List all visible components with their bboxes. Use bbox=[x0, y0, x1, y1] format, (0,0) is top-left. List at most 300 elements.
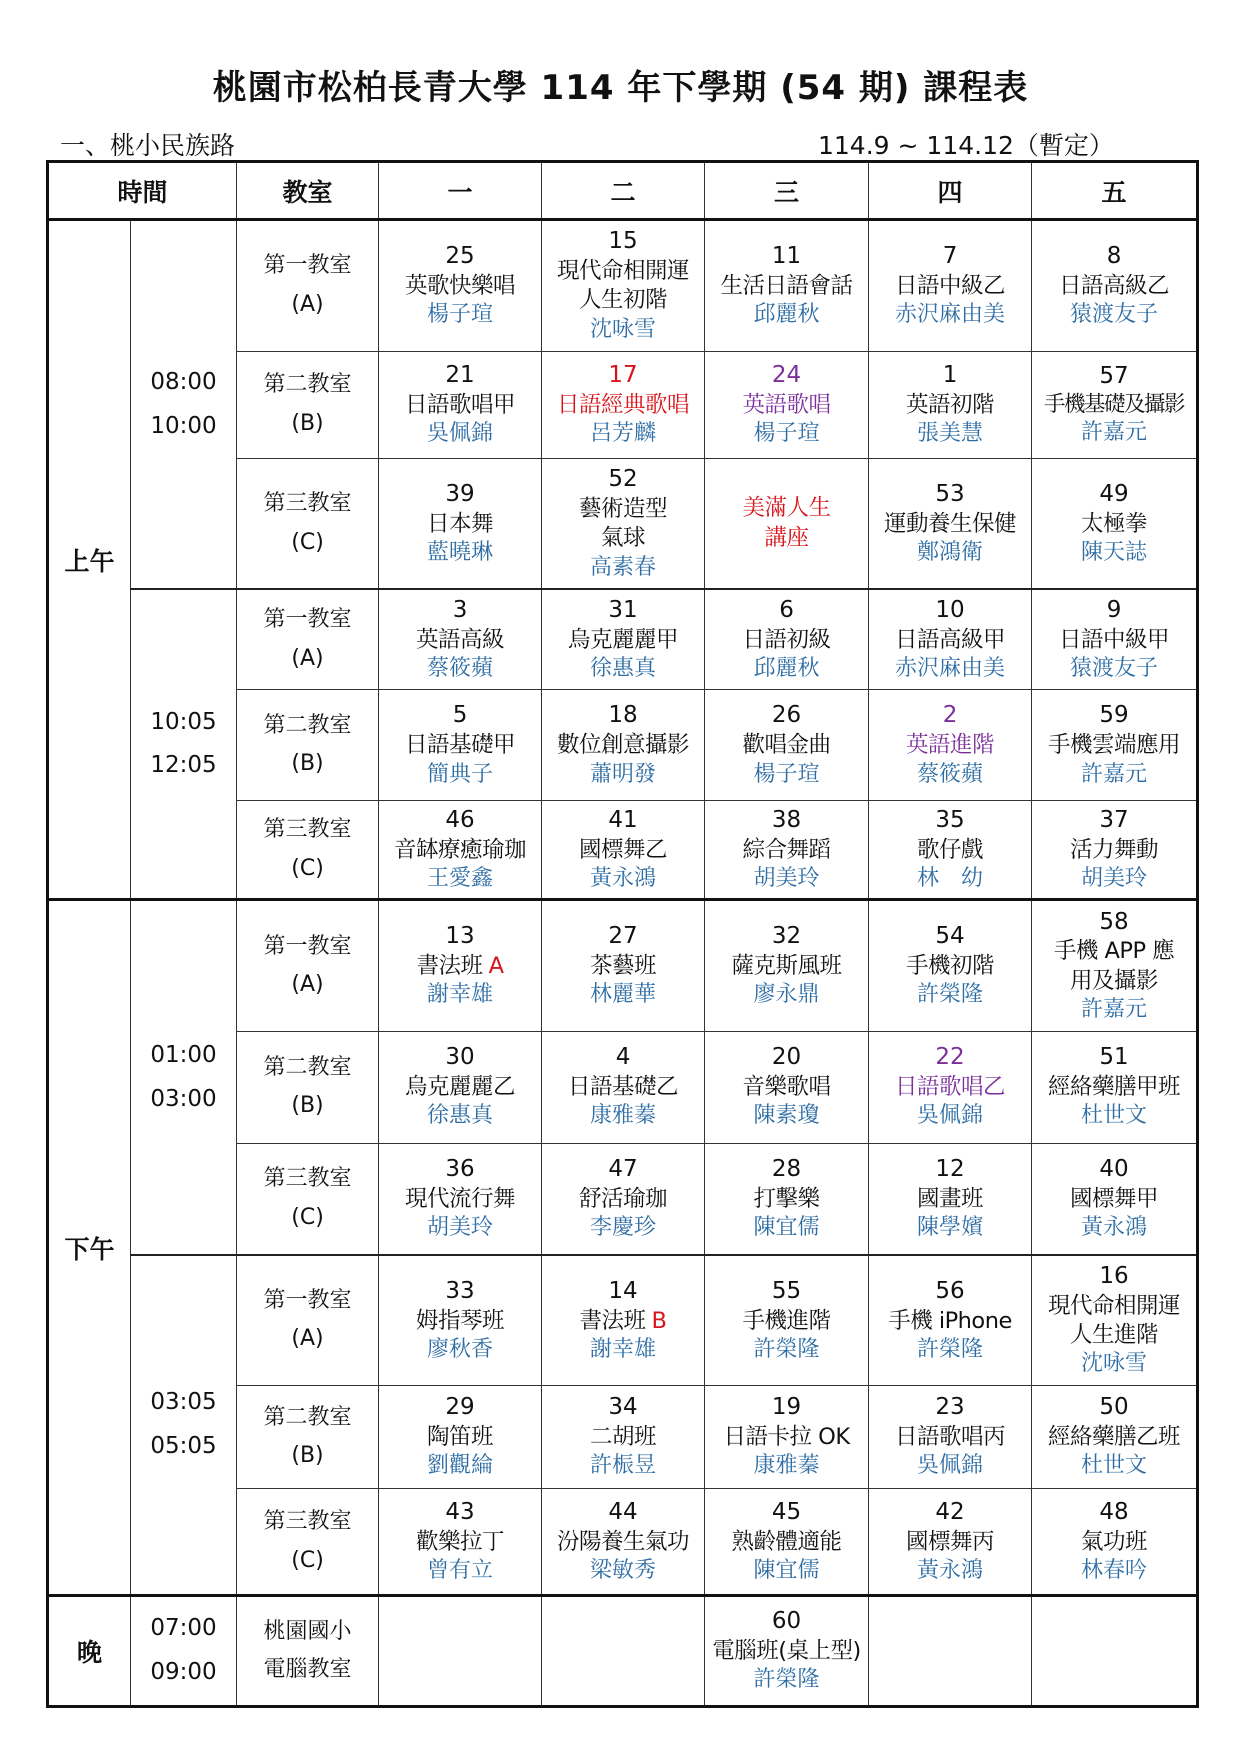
course-cell bbox=[1032, 589, 1198, 690]
course-cell bbox=[705, 458, 869, 589]
course-teacher: 陳學嬪 bbox=[917, 1214, 984, 1240]
room-cell bbox=[237, 1386, 379, 1489]
course-name-text: 日語中級乙 bbox=[895, 272, 1006, 299]
period-label-morning: 上午 bbox=[48, 220, 131, 900]
course-name-text: 歌仔戲 bbox=[917, 836, 984, 863]
room-cell bbox=[237, 1255, 379, 1386]
course-name-text: 打擊樂 bbox=[753, 1185, 820, 1212]
course-name bbox=[917, 836, 983, 865]
course-name bbox=[1059, 626, 1169, 655]
course-name bbox=[732, 952, 842, 981]
course-name bbox=[590, 952, 656, 981]
course-number: 37 bbox=[1099, 806, 1129, 833]
course-name-line2: 講座 bbox=[764, 524, 809, 551]
course-name bbox=[580, 1307, 667, 1336]
room-code: (A) bbox=[291, 645, 324, 671]
room-name: 第三教室 bbox=[263, 817, 352, 843]
course-teacher: 劉觀綸 bbox=[427, 1453, 494, 1479]
course-number: 53 bbox=[935, 480, 965, 507]
course-name bbox=[895, 626, 1005, 655]
course-number: 48 bbox=[1099, 1498, 1129, 1525]
course-number: 16 bbox=[1099, 1263, 1129, 1289]
course-cell bbox=[1032, 900, 1198, 1032]
room-code: (C) bbox=[291, 1204, 324, 1230]
course-teacher: 許榮隆 bbox=[753, 1336, 820, 1362]
course-name-text: 歡唱金曲 bbox=[742, 732, 831, 759]
course-name bbox=[394, 836, 526, 865]
course-number: 11 bbox=[771, 242, 802, 269]
course-cell bbox=[1032, 801, 1198, 900]
course-cell bbox=[542, 1255, 705, 1386]
course-cell bbox=[705, 1031, 869, 1143]
course-number: 59 bbox=[1099, 702, 1129, 729]
course-number: 22 bbox=[935, 1044, 965, 1071]
course-teacher: 邱麗秋 bbox=[753, 302, 820, 328]
course-cell bbox=[1032, 1489, 1198, 1596]
course-teacher: 廖永鼎 bbox=[753, 982, 820, 1008]
course-teacher: 猿渡友子 bbox=[1070, 656, 1159, 682]
course-name-text: 英語進階 bbox=[906, 732, 995, 759]
course-cell bbox=[379, 1031, 542, 1143]
room-code: (B) bbox=[291, 751, 324, 777]
course-teacher: 林 幼 bbox=[917, 865, 984, 891]
course-name-text: 烏克麗麗乙 bbox=[405, 1074, 516, 1101]
course-cell bbox=[542, 1596, 705, 1707]
course-number: 51 bbox=[1099, 1044, 1129, 1071]
course-teacher: 許榮隆 bbox=[917, 982, 984, 1008]
course-name-text: 舒活瑜珈 bbox=[579, 1185, 668, 1212]
course-name-text: 數位創意攝影 bbox=[557, 732, 690, 759]
course-name-text: 茶藝班 bbox=[590, 953, 657, 980]
course-cell bbox=[705, 1386, 869, 1489]
course-name bbox=[743, 1073, 831, 1102]
course-name bbox=[579, 495, 667, 524]
course-teacher: 謝幸雄 bbox=[427, 982, 494, 1008]
course-cell bbox=[542, 1031, 705, 1143]
course-teacher: 王愛鑫 bbox=[427, 865, 494, 891]
room-name: 第一教室 bbox=[263, 1287, 352, 1313]
course-name bbox=[416, 1307, 504, 1336]
course-name-text: 英語初階 bbox=[906, 391, 995, 418]
course-name-text: 音樂歌唱 bbox=[742, 1074, 831, 1101]
time-end: 12:05 bbox=[150, 752, 217, 779]
course-name-text: 藝術造型 bbox=[579, 496, 668, 522]
course-number: 2 bbox=[942, 702, 958, 729]
course-name-text: 日語歌唱丙 bbox=[895, 1424, 1006, 1451]
course-number: 9 bbox=[1106, 597, 1122, 624]
time-slot bbox=[131, 220, 237, 590]
course-section-tag: B bbox=[651, 1307, 667, 1334]
course-teacher: 藍曉琳 bbox=[427, 539, 494, 565]
course-name bbox=[895, 1073, 1005, 1102]
course-number: 60 bbox=[771, 1608, 802, 1635]
course-number: 54 bbox=[935, 923, 965, 950]
course-teacher: 胡美玲 bbox=[1081, 865, 1148, 891]
course-cell bbox=[379, 589, 542, 690]
course-number: 17 bbox=[608, 361, 638, 388]
table-row bbox=[48, 900, 1198, 1032]
course-name bbox=[1070, 836, 1158, 865]
course-teacher: 陳宜儒 bbox=[753, 1557, 820, 1583]
course-name bbox=[1081, 510, 1147, 539]
course-name bbox=[427, 510, 493, 539]
course-name bbox=[557, 1528, 689, 1557]
course-cell bbox=[705, 1255, 869, 1386]
course-cell bbox=[1032, 220, 1198, 352]
course-name bbox=[405, 272, 515, 301]
course-name-text: 日語卡拉 OK bbox=[723, 1424, 850, 1451]
course-cell bbox=[542, 220, 705, 352]
location-label: 一、桃小民族路 bbox=[60, 131, 236, 160]
course-teacher: 許嘉元 bbox=[1081, 420, 1148, 446]
course-name bbox=[743, 731, 831, 760]
course-teacher: 陳宜儒 bbox=[753, 1214, 820, 1240]
course-number: 45 bbox=[771, 1498, 802, 1525]
course-name-text: 音缽療癒瑜珈 bbox=[394, 836, 527, 863]
course-cell bbox=[705, 589, 869, 690]
course-teacher: 沈咏雪 bbox=[590, 316, 657, 342]
course-name bbox=[895, 272, 1005, 301]
course-number: 46 bbox=[445, 806, 475, 833]
course-name-text: 日語基礎乙 bbox=[568, 1074, 679, 1101]
course-name-text: 日語歌唱乙 bbox=[895, 1074, 1006, 1101]
column-header-tuesday: 二 bbox=[542, 162, 705, 220]
course-teacher: 胡美玲 bbox=[427, 1214, 494, 1240]
course-name bbox=[1044, 391, 1184, 419]
course-teacher: 鄭鴻衛 bbox=[917, 539, 984, 565]
course-name bbox=[895, 1423, 1005, 1452]
course-name bbox=[1048, 731, 1180, 760]
room-name: 第二教室 bbox=[263, 1404, 352, 1430]
course-name-text: 英歌快樂唱 bbox=[405, 272, 516, 299]
course-number: 25 bbox=[445, 242, 475, 269]
course-teacher: 李慶珍 bbox=[590, 1214, 657, 1240]
course-cell bbox=[705, 220, 869, 352]
course-cell bbox=[869, 458, 1032, 589]
course-cell bbox=[705, 1596, 869, 1707]
course-teacher: 蕭明發 bbox=[590, 761, 657, 787]
course-number: 30 bbox=[445, 1044, 475, 1071]
room-name: 第二教室 bbox=[263, 712, 352, 738]
course-number: 6 bbox=[779, 597, 794, 624]
course-name bbox=[888, 1307, 1012, 1336]
course-name bbox=[917, 1185, 983, 1214]
course-teacher: 徐惠真 bbox=[427, 1103, 494, 1129]
course-cell bbox=[542, 801, 705, 900]
course-name bbox=[743, 626, 831, 655]
course-number: 26 bbox=[771, 702, 802, 729]
room-cell bbox=[237, 1143, 379, 1255]
room-code: (C) bbox=[291, 855, 324, 881]
course-number: 23 bbox=[935, 1394, 965, 1421]
course-name bbox=[1054, 937, 1174, 966]
course-teacher: 楊子瑄 bbox=[753, 420, 820, 446]
course-name-text: 書法班 bbox=[416, 953, 483, 980]
course-number: 40 bbox=[1099, 1155, 1129, 1182]
room-name: 第三教室 bbox=[263, 1509, 352, 1535]
course-cell bbox=[869, 1489, 1032, 1596]
course-schedule-table bbox=[46, 160, 1199, 1708]
room-cell bbox=[237, 1489, 379, 1596]
course-name bbox=[906, 391, 994, 420]
course-name bbox=[405, 1185, 515, 1214]
course-name bbox=[906, 1528, 994, 1557]
course-cell bbox=[379, 1143, 542, 1255]
course-number: 13 bbox=[445, 923, 475, 950]
course-number: 33 bbox=[445, 1277, 475, 1304]
room-name: 第二教室 bbox=[263, 372, 352, 398]
room-code: 電腦教室 bbox=[263, 1657, 352, 1683]
course-number: 4 bbox=[615, 1044, 631, 1071]
course-cell bbox=[542, 1386, 705, 1489]
course-name-text: 熟齡體適能 bbox=[731, 1528, 842, 1555]
room-code: (C) bbox=[291, 1547, 324, 1573]
course-cell bbox=[869, 1255, 1032, 1386]
course-cell bbox=[1032, 458, 1198, 589]
course-cell bbox=[1032, 1143, 1198, 1255]
course-number: 50 bbox=[1099, 1394, 1129, 1421]
time-slot bbox=[131, 1596, 237, 1707]
course-name-text: 日語高級乙 bbox=[1059, 272, 1170, 299]
course-cell bbox=[542, 690, 705, 801]
course-cell bbox=[1032, 351, 1198, 458]
course-teacher: 赤沢麻由美 bbox=[895, 656, 1006, 682]
course-name-text: 日語中級甲 bbox=[1059, 626, 1170, 653]
course-name bbox=[557, 391, 689, 420]
course-teacher: 杜世文 bbox=[1081, 1453, 1148, 1479]
course-name-text: 手機進階 bbox=[742, 1307, 831, 1334]
time-start: 07:00 bbox=[150, 1615, 217, 1642]
course-teacher: 楊子瑄 bbox=[753, 761, 820, 787]
room-code: (B) bbox=[291, 410, 324, 436]
course-name bbox=[1059, 272, 1169, 301]
course-name-text: 活力舞動 bbox=[1070, 836, 1159, 863]
column-header-friday: 五 bbox=[1032, 162, 1198, 220]
course-name-text: 美滿人生 bbox=[742, 495, 831, 522]
course-teacher: 許榮隆 bbox=[917, 1336, 984, 1362]
course-number: 18 bbox=[608, 702, 638, 729]
room-cell bbox=[237, 900, 379, 1032]
course-name bbox=[568, 626, 678, 655]
course-cell bbox=[379, 1255, 542, 1386]
room-name: 第一教室 bbox=[263, 933, 352, 959]
course-name-line2: 人生初階 bbox=[579, 287, 668, 314]
course-teacher: 簡典子 bbox=[427, 761, 494, 787]
course-name-text: 英語歌唱 bbox=[742, 391, 831, 418]
course-teacher: 康雅蓁 bbox=[753, 1453, 820, 1479]
course-cell bbox=[869, 900, 1032, 1032]
course-name bbox=[721, 272, 853, 301]
course-number: 19 bbox=[771, 1394, 802, 1421]
room-name: 第一教室 bbox=[263, 253, 352, 279]
room-cell bbox=[237, 801, 379, 900]
time-slot bbox=[131, 1255, 237, 1596]
column-header-room: 教室 bbox=[237, 162, 379, 220]
course-cell bbox=[379, 690, 542, 801]
course-name-line2: 人生進階 bbox=[1070, 1322, 1159, 1349]
column-header-time: 時間 bbox=[48, 162, 237, 220]
course-teacher: 梁敏秀 bbox=[590, 1557, 657, 1583]
course-number: 57 bbox=[1099, 362, 1129, 389]
course-teacher: 胡美玲 bbox=[753, 865, 820, 891]
course-teacher: 赤沢麻由美 bbox=[895, 302, 1006, 328]
course-teacher: 邱麗秋 bbox=[753, 656, 820, 682]
course-name bbox=[723, 1423, 849, 1452]
course-number: 58 bbox=[1099, 908, 1129, 935]
time-start: 01:00 bbox=[150, 1041, 217, 1068]
page-title: 桃園市松柏長青大學 114 年下學期 (54 期) 課程表 bbox=[212, 68, 1029, 108]
course-teacher: 許嘉元 bbox=[1081, 761, 1148, 787]
course-name-text: 國標舞丙 bbox=[906, 1528, 995, 1555]
course-teacher: 沈咏雪 bbox=[1081, 1351, 1148, 1377]
course-teacher: 吳佩錦 bbox=[917, 1103, 984, 1129]
room-cell bbox=[237, 458, 379, 589]
course-name-text: 二胡班 bbox=[590, 1424, 657, 1451]
course-cell bbox=[1032, 1031, 1198, 1143]
course-name bbox=[754, 1185, 820, 1214]
course-cell bbox=[1032, 1255, 1198, 1386]
course-number: 8 bbox=[1106, 242, 1122, 269]
course-cell bbox=[705, 1143, 869, 1255]
course-name bbox=[906, 952, 994, 981]
course-teacher: 呂芳麟 bbox=[590, 420, 657, 446]
course-number: 27 bbox=[608, 923, 638, 950]
course-cell bbox=[379, 458, 542, 589]
course-number: 56 bbox=[935, 1277, 965, 1304]
course-name-text: 經絡藥膳乙班 bbox=[1048, 1424, 1181, 1451]
course-teacher: 黃永鴻 bbox=[590, 865, 657, 891]
course-name-text: 現代命相開運 bbox=[557, 258, 690, 285]
course-cell bbox=[705, 900, 869, 1032]
course-name bbox=[557, 257, 689, 286]
course-cell bbox=[542, 351, 705, 458]
course-number: 55 bbox=[771, 1277, 802, 1304]
course-number: 34 bbox=[608, 1394, 638, 1421]
column-header-thursday: 四 bbox=[869, 162, 1032, 220]
course-number: 36 bbox=[445, 1155, 475, 1182]
course-teacher: 猿渡友子 bbox=[1070, 302, 1159, 328]
course-cell bbox=[379, 1596, 542, 1707]
course-number: 43 bbox=[445, 1498, 475, 1525]
course-cell bbox=[379, 351, 542, 458]
course-number: 39 bbox=[445, 480, 475, 507]
period-label-afternoon: 下午 bbox=[48, 900, 131, 1596]
course-number: 3 bbox=[452, 597, 468, 624]
course-name-text: 運動養生保健 bbox=[884, 510, 1017, 537]
course-cell bbox=[379, 1386, 542, 1489]
room-name: 第一教室 bbox=[263, 607, 352, 633]
room-cell bbox=[237, 351, 379, 458]
course-cell bbox=[379, 900, 542, 1032]
course-teacher: 林春吟 bbox=[1081, 1557, 1148, 1583]
course-number: 12 bbox=[935, 1155, 965, 1182]
course-name bbox=[590, 1423, 656, 1452]
course-cell bbox=[379, 1489, 542, 1596]
course-name bbox=[579, 1185, 667, 1214]
course-name-text: 手機初階 bbox=[906, 953, 995, 980]
course-name bbox=[405, 731, 515, 760]
course-number: 49 bbox=[1099, 480, 1129, 507]
room-code: (A) bbox=[291, 1326, 324, 1352]
course-number: 7 bbox=[942, 242, 958, 269]
course-number: 20 bbox=[771, 1044, 802, 1071]
time-start: 08:00 bbox=[150, 368, 217, 395]
course-cell bbox=[379, 220, 542, 352]
course-name bbox=[743, 494, 831, 523]
course-name-text: 姆指琴班 bbox=[416, 1307, 505, 1334]
course-teacher: 蔡筱蘋 bbox=[427, 656, 494, 682]
room-name: 第二教室 bbox=[263, 1054, 352, 1080]
course-cell bbox=[869, 1143, 1032, 1255]
room-code: (A) bbox=[291, 291, 324, 317]
course-name-text: 陶笛班 bbox=[427, 1424, 494, 1451]
room-cell bbox=[237, 1031, 379, 1143]
course-name-text: 歡樂拉丁 bbox=[416, 1528, 505, 1555]
course-cell bbox=[869, 1596, 1032, 1707]
time-end: 09:00 bbox=[150, 1659, 217, 1686]
room-code: (C) bbox=[291, 529, 324, 555]
course-teacher: 許桭昱 bbox=[590, 1453, 657, 1479]
course-name-text: 手機 APP 應 bbox=[1053, 938, 1175, 965]
course-name-text: 國標舞甲 bbox=[1070, 1185, 1159, 1212]
course-number: 47 bbox=[608, 1155, 638, 1182]
column-header-monday: 一 bbox=[379, 162, 542, 220]
course-number: 5 bbox=[452, 702, 468, 729]
course-cell bbox=[379, 801, 542, 900]
course-number: 15 bbox=[608, 228, 638, 255]
course-cell bbox=[869, 220, 1032, 352]
course-name-text: 日語經典歌唱 bbox=[557, 391, 690, 418]
course-name bbox=[712, 1637, 861, 1666]
course-number: 31 bbox=[608, 597, 638, 624]
course-cell bbox=[869, 690, 1032, 801]
course-number: 35 bbox=[935, 806, 965, 833]
course-name bbox=[405, 1073, 515, 1102]
course-number: 42 bbox=[935, 1498, 965, 1525]
course-name bbox=[568, 1073, 678, 1102]
table-row bbox=[48, 220, 1198, 352]
course-cell bbox=[869, 1386, 1032, 1489]
course-teacher: 徐惠真 bbox=[590, 656, 657, 682]
course-teacher: 林麗華 bbox=[590, 982, 657, 1008]
course-teacher: 曾有立 bbox=[427, 1557, 494, 1583]
schedule-body bbox=[48, 220, 1198, 1707]
course-name-text: 汾陽養生氣功 bbox=[557, 1528, 690, 1555]
course-cell bbox=[542, 589, 705, 690]
course-cell bbox=[705, 801, 869, 900]
course-name-text: 現代命相開運 bbox=[1048, 1292, 1181, 1319]
course-teacher: 高素春 bbox=[590, 554, 657, 580]
course-teacher: 黃永鴻 bbox=[1081, 1214, 1148, 1240]
course-name bbox=[579, 836, 667, 865]
table-row bbox=[48, 1255, 1198, 1386]
time-end: 03:00 bbox=[150, 1085, 217, 1112]
course-name bbox=[1048, 1292, 1180, 1321]
course-name-text: 太極拳 bbox=[1081, 510, 1148, 537]
course-name-text: 電腦班(桌上型) bbox=[712, 1638, 861, 1665]
course-teacher: 陳素瓊 bbox=[753, 1103, 820, 1129]
course-teacher: 許榮隆 bbox=[753, 1667, 820, 1693]
course-name bbox=[884, 510, 1016, 539]
course-cell bbox=[1032, 1596, 1198, 1707]
room-name: 第三教室 bbox=[263, 491, 352, 517]
course-number: 44 bbox=[608, 1498, 638, 1525]
course-name bbox=[557, 731, 689, 760]
room-cell bbox=[237, 589, 379, 690]
course-section-tag: A bbox=[488, 953, 504, 980]
course-number: 41 bbox=[608, 806, 638, 833]
course-name-text: 綜合舞蹈 bbox=[742, 836, 831, 863]
